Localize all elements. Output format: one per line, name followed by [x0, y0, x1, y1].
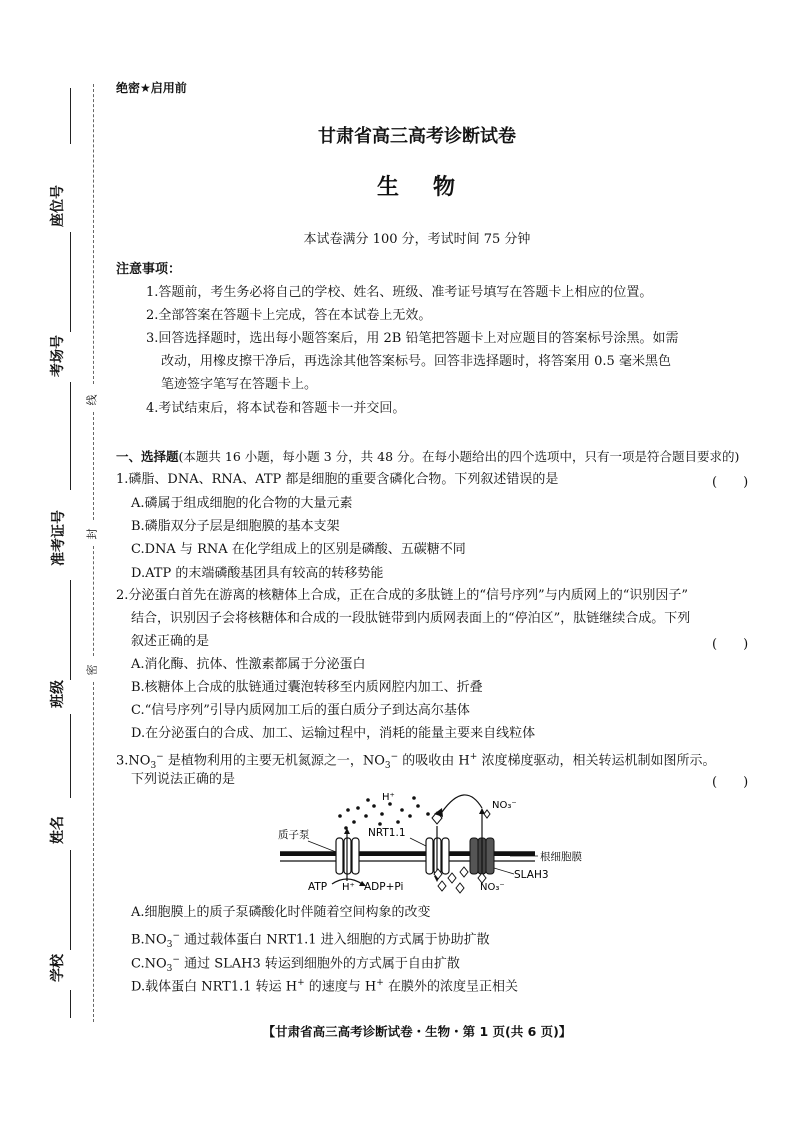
- hplus-top-label: H⁺: [382, 792, 395, 803]
- section-desc: (本题共 16 小题，每小题 3 分，共 48 分。在每小题给出的四个选项中，只有一项是符合题目要求的): [178, 449, 740, 464]
- margin-line: [70, 382, 71, 490]
- question-2-stem: 结合，识别因子会将核糖体和合成的一段肽链带到内质网表面上的“停泊区”，肽链继续合成。下列: [131, 611, 691, 626]
- adp-label: ADP+Pi: [364, 881, 404, 893]
- margin-line: [70, 990, 71, 1018]
- notice-item: 改动，用橡皮擦干净后，再选涂其他答案标号。回答非选择题时，将答案用 0.5 毫米黑色: [161, 354, 671, 369]
- nrt-leader: [410, 838, 426, 846]
- membrane-label: 根细胞膜: [540, 851, 582, 863]
- section-title: 一、选择题: [116, 449, 179, 464]
- question-1-stem: 1.磷脂、DNA、RNA、ATP 都是细胞的重要含磷化合物。下列叙述错误的是: [116, 472, 559, 487]
- question-2-stem: 叙述正确的是: [131, 634, 210, 649]
- margin-line: [70, 850, 71, 950]
- q3-sup: +: [469, 752, 478, 762]
- page-footer: 【甘肃省高三高考诊断试卷・生物・第 1 页(共 6 页)】: [262, 1024, 572, 1039]
- q1-option-d: D.ATP 的末端磷酸基团具有较高的转移势能: [131, 566, 384, 581]
- margin-line: [70, 580, 71, 680]
- q3-text: 在膜外的浓度呈正相关: [383, 979, 518, 995]
- nitrate-bottom-label: NO₃⁻: [480, 882, 505, 893]
- notice-item: 1.答题前，考生务必将自己的学校、姓名、班级、准考证号填写在答题卡上相应的位置。: [146, 285, 653, 300]
- subject-title: 生物: [376, 175, 489, 200]
- nrt-label: NRT1.1: [368, 827, 406, 839]
- transport-figure: [270, 786, 610, 896]
- q1-option-a: A.磷属于组成细胞的化合物的大量元素: [131, 496, 353, 511]
- q3-sup: −: [156, 752, 164, 762]
- notice-item: 3.回答选择题时，选出每小题答案后，用 2B 铅笔把答题卡上对应题目的答案标号涂黑。如需: [146, 331, 679, 346]
- class-label: 班级: [50, 680, 66, 708]
- q3-sup: −: [390, 752, 399, 762]
- q3-option-a: A.细胞膜上的质子泵磷酸化时伴随着空间构象的改变: [131, 905, 431, 920]
- exam-title: 甘肃省高三高考诊断试卷: [318, 126, 516, 147]
- answer-paren: ( ): [712, 475, 749, 490]
- q3-sup: +: [376, 978, 384, 988]
- q3-text: 是植物利用的主要无机氮源之一，NO: [163, 753, 385, 769]
- q3-text: B.NO: [131, 932, 167, 948]
- name-label: 姓名: [50, 816, 66, 844]
- q2-option-a: A.消化酶、抗体、性激素都属于分泌蛋白: [131, 657, 366, 672]
- q3-sub: 3: [166, 939, 173, 950]
- q2-option-b: B.核糖体上合成的肽链通过囊泡转移至内质网腔内加工、折叠: [131, 680, 483, 695]
- slah3-leader: [494, 868, 514, 874]
- q3-sub: 3: [166, 963, 173, 974]
- q2-option-d: D.在分泌蛋白的合成、加工、运输过程中，消耗的能量主要来自线粒体: [131, 726, 536, 741]
- q3-text: 3.NO: [116, 753, 151, 769]
- answer-paren: ( ): [712, 637, 749, 652]
- notice-heading: 注意事项：: [116, 262, 182, 277]
- question-2-stem: 2.分泌蛋白首先在游离的核糖体上合成，正在合成的多肽链上的“信号序列”与内质网上的“识别因子”: [116, 588, 688, 603]
- notice-item: 2.全部答案在答题卡上完成，答在本试卷上无效。: [146, 308, 432, 323]
- answer-paren: ( ): [712, 775, 749, 790]
- q3-text: 的速度与 H: [304, 979, 377, 995]
- q3-sup: +: [297, 978, 305, 988]
- exam-info: 本试卷满分 100 分，考试时间 75 分钟: [303, 232, 531, 247]
- q1-option-b: B.磷脂双分子层是细胞膜的基本支架: [131, 519, 340, 534]
- atp-label: ATP: [308, 881, 328, 893]
- notice-item: 笔迹签字笔写在答题卡上。: [161, 377, 318, 392]
- question-3-stem: 下列说法正确的是: [131, 772, 236, 787]
- q3-text: 通过载体蛋白 NRT1.1 进入细胞的方式属于协助扩散: [180, 932, 490, 948]
- seal-mark-xian: 线: [85, 394, 99, 406]
- seal-mark-feng: 封: [85, 528, 99, 540]
- seal-line: [93, 682, 94, 1022]
- margin-line: [70, 232, 71, 332]
- q3-option-d: [131, 973, 518, 997]
- margin-line: [70, 714, 71, 798]
- q3-text: 浓度梯度驱动，相关转运机制如图所示。: [477, 753, 716, 769]
- q3-text: D.载体蛋白 NRT1.1 转运 H: [131, 979, 298, 995]
- seal-mark-mi: 密: [85, 664, 99, 676]
- q2-option-c: C.“信号序列”引导内质网加工后的蛋白质分子到达高尔基体: [131, 703, 470, 718]
- nitrate-top-label: NO₃⁻: [492, 800, 517, 811]
- slah3-label: SLAH3: [514, 869, 549, 881]
- exam-room-label: 考场号: [50, 335, 66, 377]
- q3-sub: 3: [150, 760, 157, 771]
- q3-sup: −: [172, 931, 180, 941]
- pump-leader: [308, 841, 336, 852]
- seal-line: [93, 546, 94, 656]
- confidential-label: 绝密★启用前: [116, 81, 187, 95]
- q3-text: C.NO: [131, 956, 167, 972]
- q3-text: 的吸收由 H: [398, 753, 470, 769]
- admission-number-label: 准考证号: [51, 510, 67, 566]
- seal-line: [93, 412, 94, 520]
- q3-sub: 3: [384, 760, 391, 771]
- section-heading: [116, 447, 739, 467]
- q1-option-c: C.DNA 与 RNA 在化学组成上的区别是磷酸、五碳糖不同: [131, 542, 466, 557]
- school-label: 学校: [50, 954, 66, 982]
- curved-arrow: [442, 795, 482, 812]
- pump-label: 质子泵: [278, 829, 310, 841]
- hplus-bottom-label: H⁺: [342, 882, 355, 893]
- q3-text: 通过 SLAH3 转运到细胞外的方式属于自由扩散: [179, 956, 460, 972]
- q3-sup: −: [172, 955, 180, 965]
- notice-item: 4.考试结束后，将本试卷和答题卡一并交回。: [146, 401, 406, 416]
- seat-number-label: 座位号: [50, 185, 66, 227]
